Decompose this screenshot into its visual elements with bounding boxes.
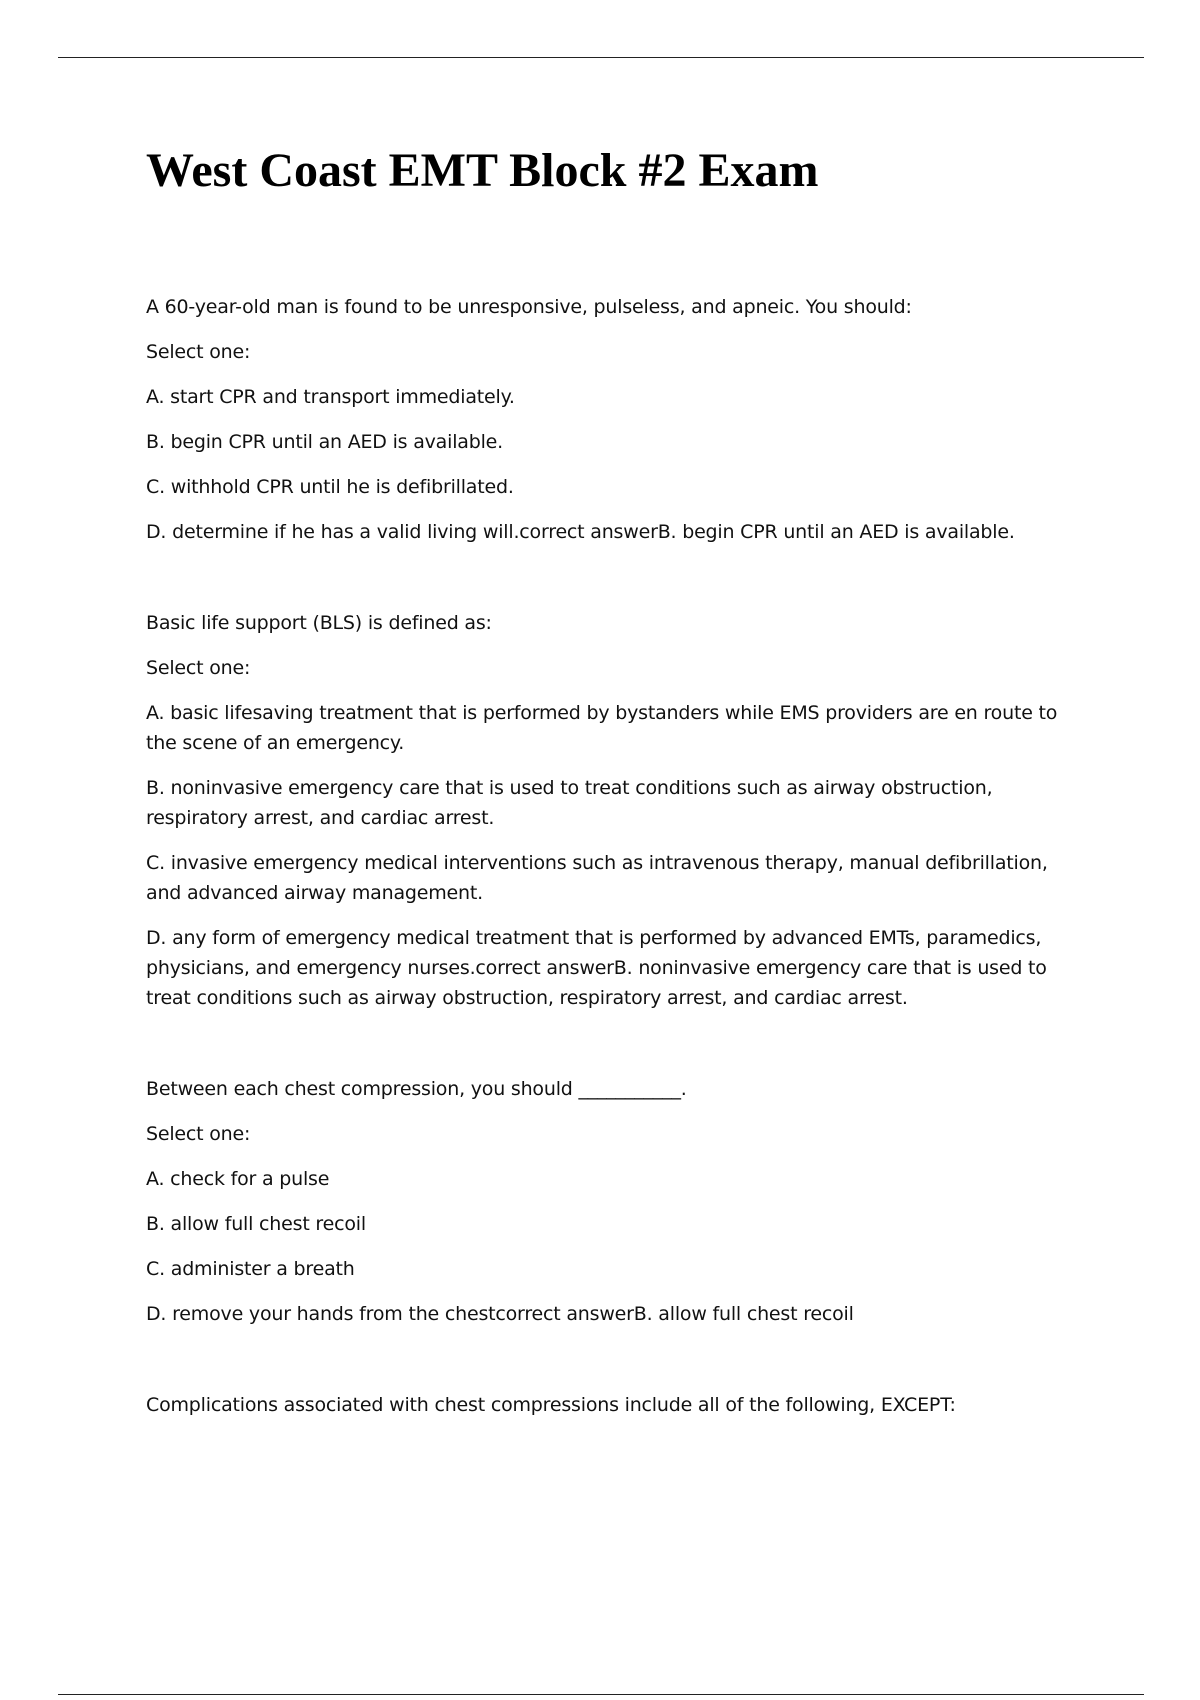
option-d-with-answer: D. any form of emergency medical treatment that is performed by advanced EMTs, paramedics, physicians, and emergency nurses.correct answerB. noninvasive emergency care that is used to treat conditions such as airway obstruction, respiratory arrest, and cardiac arrest. [146, 927, 1047, 1009]
document-title: West Coast EMT Block #2 Exam [146, 144, 819, 197]
question-prompt: Basic life support (BLS) is defined as: [146, 612, 492, 634]
option-c: C. withhold CPR until he is defibrillated. [146, 476, 514, 498]
option-c: C. invasive emergency medical interventions such as intravenous therapy, manual defibrillation, and advanced airway management. [146, 852, 1048, 904]
question-prompt: Complications associated with chest compressions include all of the following, EXCEPT: [146, 1394, 956, 1416]
question-2 [146, 608, 1066, 1013]
option-d-with-answer: D. determine if he has a valid living will.correct answerB. begin CPR until an AED is available. [146, 521, 1015, 543]
question-list [146, 292, 1066, 1481]
option-a: A. basic lifesaving treatment that is performed by bystanders while EMS providers are en route to the scene of an emergency. [146, 702, 1058, 754]
option-c: C. administer a breath [146, 1258, 355, 1280]
select-instruction: Select one: [146, 1123, 251, 1145]
option-d-with-answer: D. remove your hands from the chestcorrect answerB. allow full chest recoil [146, 1303, 854, 1325]
question-prompt: Between each chest compression, you should ___________. [146, 1078, 687, 1100]
option-b: B. noninvasive emergency care that is used to treat conditions such as airway obstruction, respiratory arrest, and cardiac arrest. [146, 777, 993, 829]
option-a: A. start CPR and transport immediately. [146, 386, 515, 408]
option-b: B. begin CPR until an AED is available. [146, 431, 503, 453]
select-instruction: Select one: [146, 657, 251, 679]
option-b: B. allow full chest recoil [146, 1213, 366, 1235]
question-4 [146, 1390, 1066, 1420]
option-a: A. check for a pulse [146, 1168, 330, 1190]
question-1 [146, 292, 1066, 547]
select-instruction: Select one: [146, 341, 251, 363]
question-3 [146, 1074, 1066, 1329]
bottom-divider [58, 1694, 1144, 1695]
question-prompt: A 60-year-old man is found to be unresponsive, pulseless, and apneic. You should: [146, 296, 912, 318]
top-divider [58, 57, 1144, 58]
